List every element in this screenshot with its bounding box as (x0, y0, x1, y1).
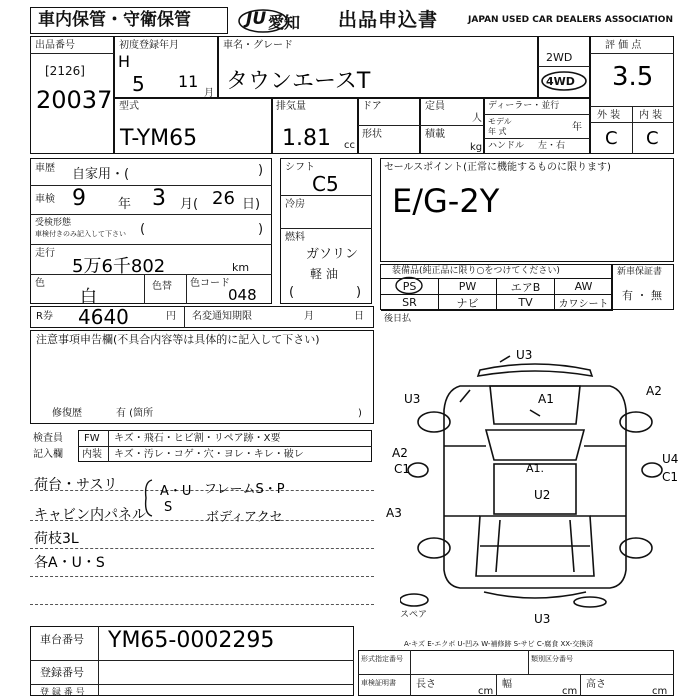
mark-a2-right: A2 (646, 384, 662, 398)
recycle-label: R券 (36, 311, 53, 322)
length-label: 長さ (416, 679, 436, 690)
shape-label: 形状 (362, 129, 382, 140)
handle-value: 左・右 (538, 141, 566, 151)
inspector-row1-head: FW (84, 433, 100, 444)
chassis-value: YM65-0002295 (108, 628, 275, 653)
load-unit: kg (470, 142, 483, 153)
displacement-value: 1.81 (282, 126, 331, 151)
exterior-label: 外 装 (597, 110, 621, 121)
warranty-label: 新車保証書 (617, 267, 663, 277)
ps-circle-icon (394, 276, 424, 295)
repair-close: ) (358, 408, 362, 419)
history-label: 車歴 (35, 163, 55, 174)
hand-note-1: 荷台・サスリ (34, 477, 118, 493)
width-unit: cm (562, 686, 578, 697)
mileage-label: 走行 (35, 248, 55, 259)
equip-aw: AW (555, 279, 613, 295)
month-value: 11 (178, 72, 199, 91)
month-unit: 月 (204, 88, 214, 99)
interior-value: C (646, 128, 659, 149)
cooler-label: 冷房 (285, 199, 305, 210)
exterior-value: C (605, 128, 618, 149)
equip-tv: TV (497, 295, 555, 311)
mark-u2-center: U2 (534, 488, 551, 502)
association-name: JAPAN USED CAR DEALERS ASSOCIATION (468, 15, 673, 25)
score-label: 評 価 点 (605, 40, 642, 51)
category-label: 類別区分番号 (531, 655, 573, 663)
plate-label: 登 録 番 号 (40, 688, 85, 698)
notes-label: 注意事項申告欄(不具合内容等は具体的に記入して下さい) (36, 333, 320, 346)
drive-2wd: 2WD (546, 51, 573, 64)
note-bracket-icon (140, 478, 156, 518)
chassis-label: 車台番号 (40, 633, 84, 646)
registration-number-label: 登録番号 (40, 666, 84, 679)
load-label: 積載 (425, 129, 445, 140)
sales-value: E/G-2Y (392, 182, 500, 220)
model-year-label2: 年 式 (488, 127, 507, 136)
color-value: 白 (80, 287, 97, 307)
model-label: 型式 (119, 101, 139, 112)
equip-sr: SR (381, 295, 439, 311)
recycle-value: 4640 (78, 305, 129, 329)
mark-a3-left: A3 (386, 506, 402, 520)
score-value: 3.5 (612, 62, 654, 92)
inspector-row1-text: キズ・飛石・ヒビ割・リペア跡・X要 (114, 433, 281, 444)
equip-ps: PS (381, 279, 439, 295)
inspection-month-value: 3 (152, 186, 166, 211)
spec-box (358, 650, 674, 696)
inspection-month-unit: 月( (180, 197, 199, 212)
drive-4wd: 4WD (546, 75, 575, 88)
color-code-value: 048 (228, 286, 257, 304)
mark-u4-right: U4 (662, 452, 679, 466)
color-label: 色 (35, 278, 45, 289)
model-year-unit: 年 (572, 122, 582, 133)
hand-note-4: 各A・U・S (34, 555, 105, 571)
model-value: T-YM65 (120, 126, 198, 151)
car-name-value: タウンエースT (226, 69, 371, 94)
warranty-value: 有 ・ 無 (622, 289, 662, 302)
equip-airbag: エアB (497, 279, 555, 295)
interior-label: 内 装 (639, 110, 663, 121)
lot-label: 出品番号 (35, 40, 75, 51)
inspector-label-2: 記入欄 (33, 449, 63, 460)
mileage-value: 5万6千802 (72, 256, 166, 277)
receipt-paren-open: ( (140, 222, 146, 237)
mileage-unit: km (232, 261, 250, 274)
sales-label: セールスポイント(正常に機能するものに限ります) (384, 162, 611, 173)
car-name-label: 車名・グレード (223, 40, 293, 51)
car-diagram-icon (400, 350, 670, 612)
handle-label: ハンドル (488, 141, 525, 151)
width-label: 幅 (502, 679, 512, 690)
displacement-unit: cc (344, 140, 355, 151)
mark-u3-left: U3 (404, 392, 421, 406)
ju-logo-mark: JU (246, 9, 267, 29)
mark-a1-center: A1. (526, 462, 545, 475)
mark-c1-left: C1 (394, 462, 411, 476)
ju-logo-text: 愛知 (268, 13, 301, 32)
receipt-small: 車検付きのみ記入して下さい (35, 230, 126, 238)
lot-small: [2126] (45, 64, 85, 78)
mark-c1-right: C1 (662, 470, 679, 484)
type-designation-label: 形式指定番号 (361, 655, 403, 663)
repair-value: 有 (箇所 (116, 408, 154, 419)
recycle-unit: 円 (166, 311, 176, 322)
notice-month: 月 (304, 311, 314, 322)
length-unit: cm (478, 686, 494, 697)
damage-legend: A-キズ E-エクボ U-凹み W-補修跡 S-サビ C-腐食 XX-交換済 (404, 640, 594, 648)
hand-note-6: S (164, 500, 173, 515)
shift-label: シフト (285, 162, 315, 173)
mark-a2-left: A2 (392, 446, 408, 460)
fuel-paren-close: ) (356, 285, 362, 300)
inspection-day-unit: 日) (242, 197, 261, 212)
year-value: 5 (132, 72, 145, 96)
repair-label: 修復歴 (52, 408, 82, 419)
capacity-unit: 人 (472, 113, 482, 124)
notice-label: 名変通知期限 (192, 311, 252, 322)
hand-note-2: キャビン内パネル (34, 507, 146, 523)
lot-number: 20037 (36, 86, 113, 114)
history-close: ) (258, 163, 264, 178)
equip-navi: ナビ (439, 295, 497, 311)
inspector-label-1: 検査員 (33, 433, 63, 444)
door-label: ドア (362, 101, 382, 112)
storage-title: 車内保管・守衛保管 (38, 10, 191, 30)
inspection-label: 車検 (35, 194, 55, 205)
color-change-label: 色替 (152, 281, 172, 292)
shift-value: C5 (312, 172, 339, 196)
spare-label: スペア (400, 610, 428, 620)
cert-label: 車検証明書 (361, 679, 396, 687)
color-code-label: 色コード (190, 278, 230, 289)
form-title: 出品申込書 (338, 9, 439, 31)
inspection-day-value: 26 (212, 188, 235, 209)
era-value: H (118, 52, 131, 71)
receipt-label: 受検形態 (35, 218, 72, 228)
dealer-label: ディーラー・並行 (488, 101, 560, 111)
mark-a1-front: A1 (538, 392, 554, 406)
equip-leather-seat: カワシート (555, 295, 613, 311)
inspection-year-value: 9 (72, 186, 86, 211)
hand-note-3: 荷枝3L (34, 531, 79, 547)
inspector-row2-head: 内装 (82, 449, 102, 460)
inspection-year-unit: 年 (118, 197, 132, 212)
receipt-paren-close: ) (258, 222, 264, 237)
hand-note-7: フレームS・P (204, 482, 285, 497)
displacement-label: 排気量 (276, 101, 306, 112)
hand-note-8: ボディアクセ (206, 510, 283, 525)
inspector-row2-text: キズ・汚レ・コゲ・穴・ヨレ・キレ・破レ (114, 449, 304, 460)
after-label: 後日払 (384, 314, 412, 324)
equip-pw: PW (439, 279, 497, 295)
equipment-label: 装備品(純正品に限り○をつけてください) (392, 266, 560, 276)
mark-u3-top: U3 (516, 348, 533, 362)
height-unit: cm (652, 686, 668, 697)
notice-day: 日 (354, 311, 364, 322)
model-year-label1: モデル (488, 117, 512, 126)
hand-note-5: A・U (160, 484, 192, 499)
capacity-label: 定員 (425, 101, 445, 112)
fuel-value: ガソリン (306, 247, 359, 262)
registration-label: 初度登録年月 (119, 40, 179, 51)
history-value: 自家用・( (72, 167, 130, 182)
height-label: 高さ (586, 679, 606, 690)
fuel-alt: 軽 油 (310, 267, 338, 281)
fuel-paren-open: ( (289, 285, 295, 300)
fuel-label: 燃料 (285, 232, 305, 243)
mark-u3-bottom: U3 (534, 612, 551, 626)
